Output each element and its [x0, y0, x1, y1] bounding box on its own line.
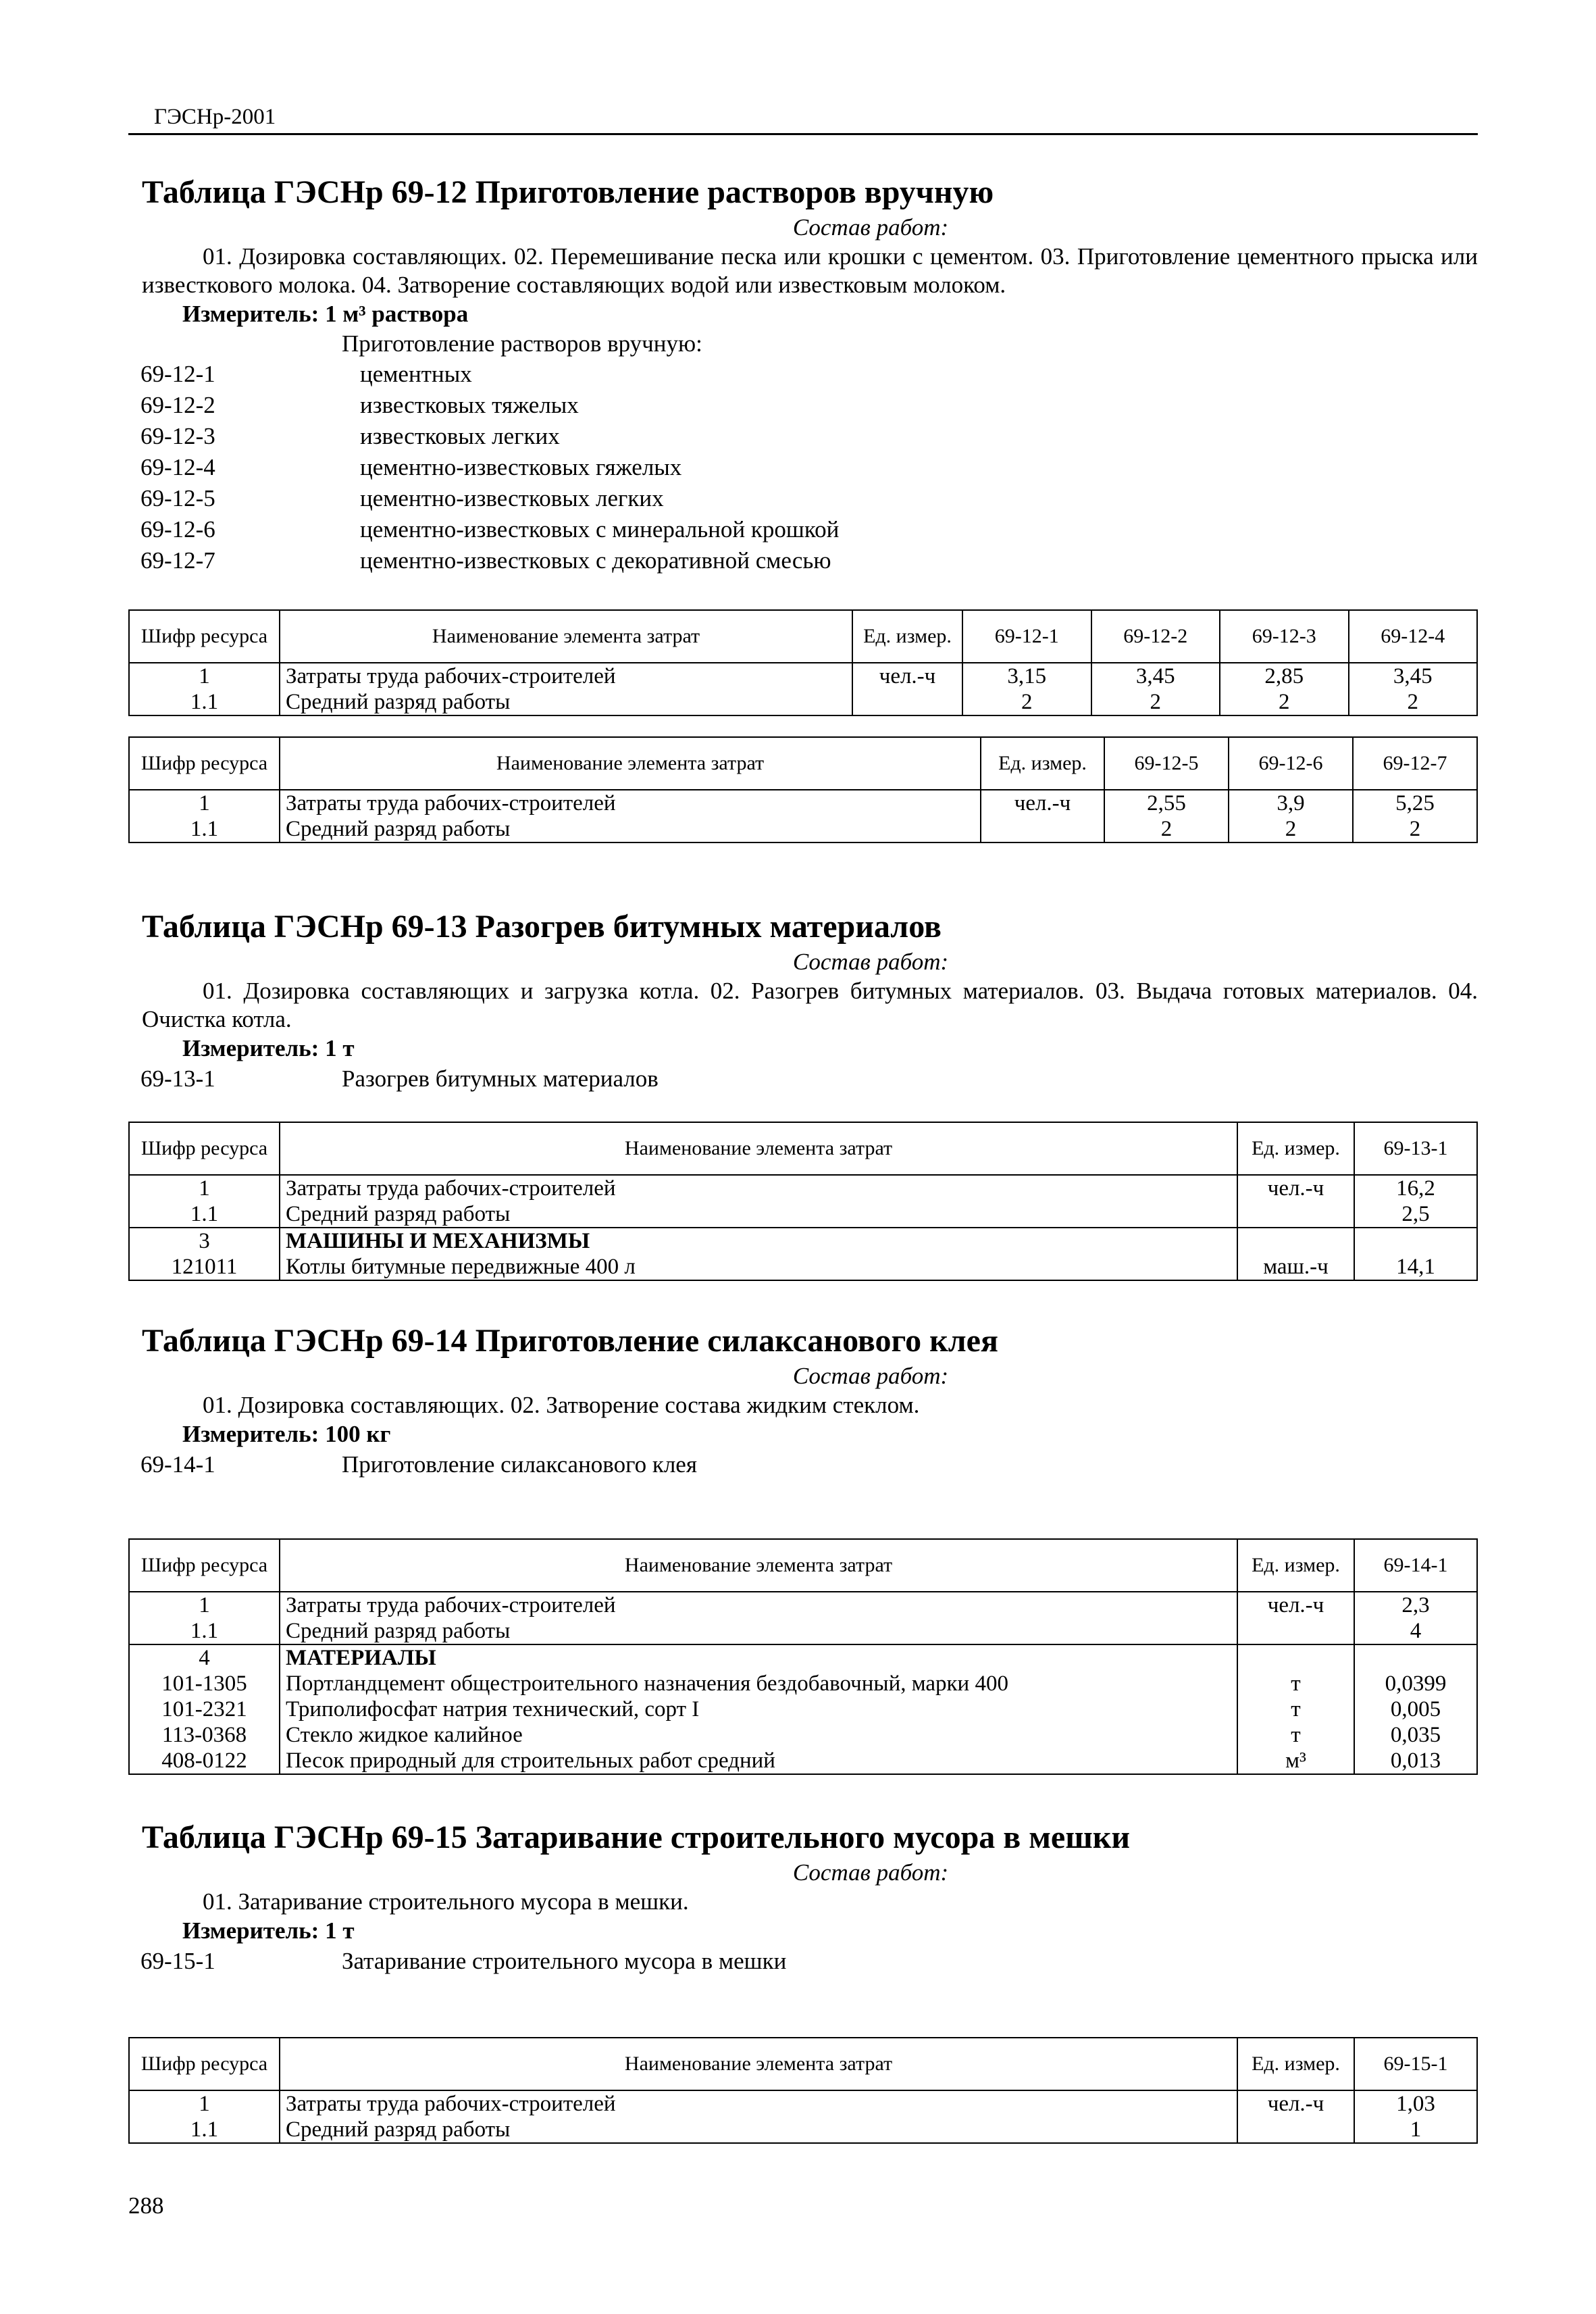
- col-header-shifr: Шифр ресурса: [129, 1539, 280, 1592]
- col-header-unit: Ед. измер.: [852, 610, 962, 663]
- running-header: ГЭСНр-2001: [128, 101, 1478, 135]
- measure-line: Измеритель: 100 кг: [182, 1421, 391, 1447]
- col-header-name: Наименование элемента затрат: [280, 1122, 1237, 1175]
- table-row: 4 МАТЕРИАЛЫ: [129, 1644, 1477, 1671]
- table-row: 1.1 Средний разряд работы 4: [129, 1618, 1477, 1644]
- composition-label: Состав работ:: [792, 949, 949, 975]
- col-header-code: 69-12-5: [1104, 737, 1229, 790]
- composition-label: Состав работ:: [792, 214, 949, 241]
- col-header-shifr: Шифр ресурса: [129, 1122, 280, 1175]
- list-item: 69-12-1 цементных: [140, 361, 472, 387]
- page: [128, 101, 1478, 2142]
- table-row: 1 Затраты труда рабочих-строителей чел.-ч 1,03: [129, 2090, 1477, 2117]
- list-item: 69-12-2 известковых тяжелых: [140, 392, 579, 418]
- col-header-unit: Ед. измер.: [1237, 1539, 1354, 1592]
- col-header-unit: Ед. измер.: [1237, 2038, 1354, 2090]
- list-item: 69-12-6 цементно-известковых с минеральной крошкой: [140, 516, 840, 543]
- work-description: 01. Дозировка составляющих. 02. Перемешивание песка или крошки с цементом. 03. Приготовление цементного прыска или известкового молока. 04. Затворение составляющих водой или известковым молоком.: [142, 243, 1478, 298]
- resource-table-69-14: [128, 1538, 1478, 1775]
- work-description: 01. Дозировка составляющих и загрузка котла. 02. Разогрев битумных материалов. 03. Выдача готовых материалов. 04. Очистка котла.: [142, 978, 1478, 1032]
- col-header-name: Наименование элемента затрат: [280, 610, 852, 663]
- col-header-shifr: Шифр ресурса: [129, 737, 280, 790]
- col-header-code: 69-12-2: [1091, 610, 1220, 663]
- table-title-69-15: Таблица ГЭСНр 69-15 Затаривание строительного мусора в мешки: [142, 1819, 1131, 1855]
- section-69-13: [128, 907, 1478, 1095]
- list-item: 69-14-1 Приготовление силаксанового клея: [140, 1451, 697, 1478]
- col-header-unit: Ед. измер.: [981, 737, 1104, 790]
- col-header-code: 69-12-4: [1349, 610, 1478, 663]
- table-title-69-13: Таблица ГЭСНр 69-13 Разогрев битумных материалов: [142, 909, 942, 945]
- composition-label: Состав работ:: [792, 1363, 949, 1389]
- col-header-code: 69-12-1: [962, 610, 1091, 663]
- measure-line: Измеритель: 1 м³ раствора: [182, 301, 469, 327]
- work-description: 01. Дозировка составляющих. 02. Затворение состава жидким стеклом.: [203, 1392, 920, 1418]
- col-header-unit: Ед. измер.: [1237, 1122, 1354, 1175]
- list-item: 69-12-4 цементно-известковых гяжелых: [140, 454, 682, 480]
- table-row: 408-0122 Песок природный для строительных работ средний м³ 0,013: [129, 1748, 1477, 1774]
- col-header-name: Наименование элемента затрат: [280, 1539, 1237, 1592]
- table-row: 1 Затраты труда рабочих-строителей чел.-ч 3,15 3,45 2,85 3,45: [129, 663, 1477, 689]
- list-item: 69-12-5 цементно-известковых легких: [140, 485, 664, 511]
- table-row: 1.1 Средний разряд работы 1: [129, 2117, 1477, 2143]
- col-header-shifr: Шифр ресурса: [129, 2038, 280, 2090]
- list-item: 69-15-1 Затаривание строительного мусора в мешки: [140, 1948, 787, 1974]
- table-title-69-14: Таблица ГЭСНр 69-14 Приготовление силаксанового клея: [142, 1323, 998, 1359]
- resource-table-69-13: [128, 1122, 1478, 1281]
- table-row: 1 Затраты труда рабочих-строителей чел.-ч 2,55 3,9 5,25: [129, 790, 1477, 816]
- measure-line: Измеритель: 1 т: [182, 1917, 355, 1944]
- work-description: 01. Затаривание строительного мусора в мешки.: [203, 1888, 689, 1915]
- section-69-12: [128, 172, 1478, 576]
- col-header-code: 69-12-6: [1229, 737, 1353, 790]
- col-header-name: Наименование элемента затрат: [280, 2038, 1237, 2090]
- table-row: 101-1305 Портландцемент общестроительного назначения бездобавочный, марки 400 т 0,0399: [129, 1671, 1477, 1696]
- table-row: 121011 Котлы битумные передвижные 400 л маш.-ч 14,1: [129, 1254, 1477, 1280]
- table-row: 1 Затраты труда рабочих-строителей чел.-ч 16,2: [129, 1175, 1477, 1201]
- section-69-14: [128, 1321, 1478, 1480]
- col-header-name: Наименование элемента затрат: [280, 737, 981, 790]
- table-row: 3 МАШИНЫ И МЕХАНИЗМЫ: [129, 1228, 1477, 1254]
- table-row: 101-2321 Триполифосфат натрия технический, сорт I т 0,005: [129, 1696, 1477, 1722]
- list-item: 69-12-3 известковых легких: [140, 423, 560, 449]
- resource-table-69-12-a: [128, 609, 1478, 716]
- resource-table-69-12-b: [128, 736, 1478, 843]
- section-69-15: [128, 1817, 1478, 1977]
- col-header-code: 69-14-1: [1354, 1539, 1477, 1592]
- items-subhead: Приготовление растворов вручную:: [342, 330, 702, 357]
- list-item: 69-13-1 Разогрев битумных материалов: [140, 1065, 659, 1092]
- composition-label: Состав работ:: [792, 1859, 949, 1886]
- col-header-code: 69-12-3: [1220, 610, 1349, 663]
- measure-line: Измеритель: 1 т: [182, 1035, 355, 1061]
- col-header-code: 69-13-1: [1354, 1122, 1477, 1175]
- col-header-shifr: Шифр ресурса: [129, 610, 280, 663]
- table-row: 1 Затраты труда рабочих-строителей чел.-ч 2,3: [129, 1592, 1477, 1618]
- table-title-69-12: Таблица ГЭСНр 69-12 Приготовление растворов вручную: [142, 174, 994, 210]
- table-row: 113-0368 Стекло жидкое калийное т 0,035: [129, 1722, 1477, 1748]
- table-row: 1.1 Средний разряд работы 2,5: [129, 1201, 1477, 1228]
- list-item: 69-12-7 цементно-известковых с декоративной смесью: [140, 547, 831, 574]
- table-row: 1.1 Средний разряд работы 2 2 2 2: [129, 689, 1477, 715]
- col-header-code: 69-15-1: [1354, 2038, 1477, 2090]
- table-row: 1.1 Средний разряд работы 2 2 2: [129, 816, 1477, 842]
- resource-table-69-15: [128, 2037, 1478, 2144]
- col-header-code: 69-12-7: [1353, 737, 1477, 790]
- page-number: 288: [128, 2192, 164, 2219]
